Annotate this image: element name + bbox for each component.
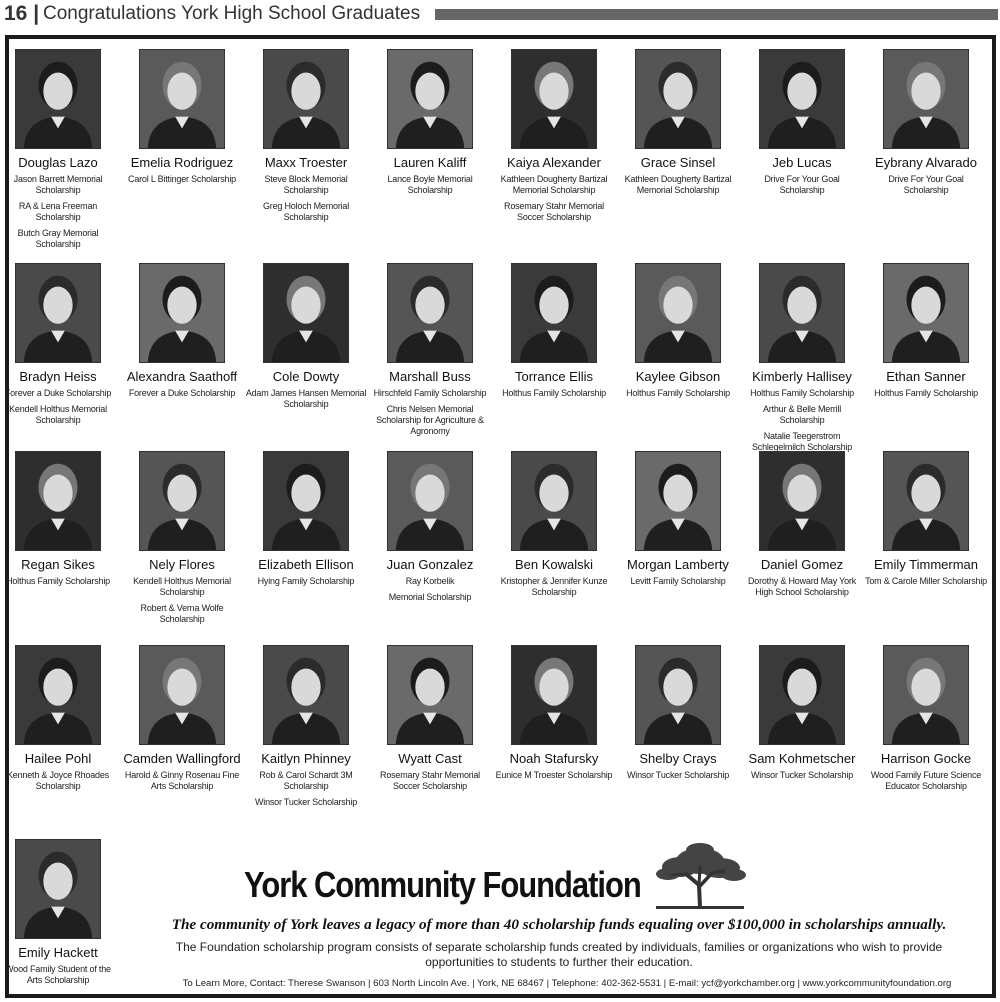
student-name: Maxx Troester: [264, 155, 348, 170]
student-photo: [635, 451, 721, 551]
scholarship-name: Kendell Holthus Memorial Scholarship: [9, 404, 107, 425]
page-header: [0, 0, 1000, 30]
student-name: Emelia Rodriguez: [130, 155, 234, 170]
scholarship-name: Rosemary Stahr Memorial Soccer Scholarship: [504, 201, 604, 222]
scholarship-name: Wood Family Student of the Arts Scholarship: [5, 964, 111, 985]
scholarship-name: Eunice M Troester Scholarship: [495, 770, 613, 780]
student-photo: [15, 839, 101, 939]
scholarship-name: Robert & Verna Wolfe Scholarship: [140, 603, 224, 624]
recipient-card: [0, 49, 119, 250]
scholarship-name: Kathleen Dougherty Bartizal Memorial Scholarship: [500, 174, 608, 195]
scholarship-name: RA & Lena Freeman Scholarship: [18, 201, 98, 222]
student-photo: [511, 263, 597, 363]
student-name: Bradyn Heiss: [19, 369, 97, 384]
recipient-card: [865, 645, 987, 792]
scholarship-name: Natalie Teegerstrom Schlegelmilch Scholarship: [751, 431, 853, 452]
student-name: Camden Wallingford: [123, 751, 241, 766]
student-photo: [263, 451, 349, 551]
scholarship-name: Carol L Bittinger Scholarship: [128, 174, 236, 184]
student-name: Kimberly Hallisey: [752, 369, 852, 384]
recipient-card: [121, 451, 243, 625]
student-photo: [511, 451, 597, 551]
scholarship-name: Steve Block Memorial Scholarship: [264, 174, 348, 195]
scholarship-name: Holthus Family Scholarship: [502, 388, 606, 398]
recipient-card: [741, 263, 863, 453]
scholarship-name: Chris Nelsen Memorial Scholarship for Agriculture & Agronomy: [376, 404, 484, 436]
student-name: Jeb Lucas: [772, 155, 832, 170]
scholarship-name: Winsor Tucker Scholarship: [626, 770, 730, 780]
student-name: Ethan Sanner: [886, 369, 966, 384]
student-photo: [511, 49, 597, 149]
scholarship-name: Harold & Ginny Rosenau Fine Arts Scholarship: [124, 770, 240, 791]
student-name: Elizabeth Ellison: [258, 557, 354, 572]
scholarship-name: Hirschfeld Family Scholarship: [373, 388, 487, 398]
student-name: Torrance Ellis: [514, 369, 594, 384]
scholarship-name: Holthus Family Scholarship: [6, 576, 110, 586]
student-photo: [387, 645, 473, 745]
recipient-card: [121, 49, 243, 185]
page-number: [4, 2, 39, 26]
recipient-card: [865, 263, 987, 399]
recipient-card: [121, 263, 243, 399]
foundation-tagline: The community of York leaves a legacy of more than 40 scholarship funds equaling over $100,000 in scholarships annually.: [171, 916, 947, 933]
student-name: Kaylee Gibson: [635, 369, 721, 384]
recipient-card: [493, 645, 615, 781]
scholarship-name: Tom & Carole Miller Scholarship: [865, 576, 987, 586]
contact-line: To Learn More, Contact: Therese Swanson | 603 North Lincoln Ave. | York, NE 68467 | Telephone: 402-362-5531 | E-mail: ycf@yorkchamber.org | www.yorkcommunityfoundation.org: [182, 978, 952, 989]
scholarship-name: Jason Barrett Memorial Scholarship: [13, 174, 103, 195]
student-name: Kaitlyn Phinney: [261, 751, 351, 766]
student-photo: [139, 49, 225, 149]
student-name: Noah Stafursky: [509, 751, 599, 766]
student-photo: [883, 451, 969, 551]
scholarship-name: Drive For Your Goal Scholarship: [888, 174, 964, 195]
scholarship-name: Hying Family Scholarship: [257, 576, 355, 586]
student-photo: [139, 451, 225, 551]
student-photo: [387, 49, 473, 149]
recipient-card: [617, 645, 739, 781]
student-name: Harrison Gocke: [880, 751, 972, 766]
student-photo: [635, 49, 721, 149]
recipient-card: [121, 645, 243, 792]
scholarship-name: Arthur & Belle Merrill Scholarship: [762, 404, 842, 425]
student-name: Nely Flores: [149, 557, 215, 572]
scholarship-name: Forever a Duke Scholarship: [128, 388, 236, 398]
student-name: Emily Hackett: [18, 945, 98, 960]
student-photo: [15, 645, 101, 745]
student-name: Kaiya Alexander: [507, 155, 601, 170]
student-name: Douglas Lazo: [18, 155, 98, 170]
student-name: Morgan Lamberty: [627, 557, 729, 572]
scholarship-name: Holthus Family Scholarship: [750, 388, 854, 398]
student-photo: [387, 263, 473, 363]
student-photo: [883, 49, 969, 149]
student-photo: [759, 263, 845, 363]
recipient-card: [245, 645, 367, 808]
student-photo: [635, 263, 721, 363]
student-photo: [263, 49, 349, 149]
scholarship-name: Kathleen Dougherty Bartizal Memorial Scholarship: [624, 174, 732, 195]
recipient-card: [865, 451, 987, 587]
recipient-card: [0, 451, 119, 587]
scholarship-name: Levitt Family Scholarship: [630, 576, 726, 586]
scholarship-ad-frame: [5, 35, 996, 998]
student-photo: [759, 49, 845, 149]
header-rule: [435, 9, 998, 20]
recipient-card: [741, 451, 863, 598]
recipient-card: [369, 263, 491, 437]
student-photo: [263, 263, 349, 363]
recipient-card: [0, 645, 119, 792]
scholarship-name: Rosemary Stahr Memorial Soccer Scholarship: [380, 770, 480, 791]
foundation-name: York Community Foundation: [244, 864, 641, 905]
scholarship-name: Rob & Carol Schardt 3M Scholarship: [259, 770, 353, 791]
student-name: Juan Gonzalez: [386, 557, 474, 572]
header-divider: |: [33, 2, 40, 25]
recipient-card: [617, 263, 739, 399]
recipient-card: [741, 49, 863, 196]
student-photo: [263, 645, 349, 745]
scholarship-name: Dorothy & Howard May York High School Scholarship: [747, 576, 857, 597]
recipient-card: [369, 451, 491, 603]
student-name: Grace Sinsel: [640, 155, 716, 170]
student-name: Eybrany Alvarado: [875, 155, 977, 170]
student-photo: [387, 451, 473, 551]
student-photo: [883, 645, 969, 745]
student-name: Emily Timmerman: [873, 557, 978, 572]
scholarship-name: Wood Family Future Science Educator Scholarship: [870, 770, 982, 791]
student-name: Daniel Gomez: [760, 557, 844, 572]
student-name: Shelby Crays: [639, 751, 717, 766]
student-photo: [15, 49, 101, 149]
recipient-card: [245, 263, 367, 410]
student-name: Regan Sikes: [21, 557, 95, 572]
scholarship-name: Kristopher & Jennifer Kunze Scholarship: [500, 576, 608, 597]
scholarship-name: Memorial Scholarship: [388, 592, 472, 602]
student-name: Lauren Kaliff: [393, 155, 467, 170]
student-photo: [511, 645, 597, 745]
student-photo: [759, 645, 845, 745]
student-name: Alexandra Saathoff: [126, 369, 238, 384]
scholarship-name: Holthus Family Scholarship: [874, 388, 978, 398]
scholarship-name: Butch Gray Memorial Scholarship: [17, 228, 99, 249]
scholarship-name: Holthus Family Scholarship: [626, 388, 730, 398]
tree-icon: [654, 841, 746, 911]
student-photo: [883, 263, 969, 363]
student-photo: [635, 645, 721, 745]
student-photo: [139, 645, 225, 745]
recipient-card: [741, 645, 863, 781]
recipient-card: [493, 263, 615, 399]
scholarship-name: Adam James Hansen Memorial Scholarship: [245, 388, 367, 409]
recipient-card: [369, 49, 491, 196]
student-photo: [15, 451, 101, 551]
scholarship-name: Kendell Holthus Memorial Scholarship: [133, 576, 231, 597]
scholarship-name: Winsor Tucker Scholarship: [750, 770, 854, 780]
student-name: Sam Kohmetscher: [748, 751, 856, 766]
scholarship-name: Ray Korbelik: [405, 576, 455, 586]
foundation-description: The Foundation scholarship program consists of separate scholarship funds created by individuals, families or organizations who wish to provide opportunities to students to further their education.: [175, 940, 943, 969]
recipient-card: [865, 49, 987, 196]
scholarship-name: Forever a Duke Scholarship: [4, 388, 112, 398]
student-photo: [15, 263, 101, 363]
student-name: Ben Kowalski: [514, 557, 594, 572]
recipient-card: [245, 451, 367, 587]
scholarship-name: Lance Boyle Memorial Scholarship: [387, 174, 473, 195]
page-number-value: 16: [4, 2, 28, 25]
recipient-card: [493, 451, 615, 598]
page-title: Congratulations York High School Graduates: [43, 3, 421, 24]
scholarship-name: Winsor Tucker Scholarship: [254, 797, 358, 807]
student-name: Marshall Buss: [389, 369, 471, 384]
scholarship-name: Kenneth & Joyce Rhoades Scholarship: [7, 770, 109, 791]
recipient-card: [0, 839, 119, 986]
scholarship-name: Greg Holoch Memorial Scholarship: [262, 201, 350, 222]
recipient-card: [245, 49, 367, 223]
recipient-card: [0, 263, 119, 426]
recipient-card: [493, 49, 615, 223]
student-photo: [759, 451, 845, 551]
student-name: Hailee Pohl: [24, 751, 92, 766]
recipient-card: [369, 645, 491, 792]
student-name: Cole Dowty: [272, 369, 340, 384]
recipient-card: [617, 451, 739, 587]
scholarship-name: Drive For Your Goal Scholarship: [764, 174, 840, 195]
student-photo: [139, 263, 225, 363]
recipient-card: [617, 49, 739, 196]
student-name: Wyatt Cast: [398, 751, 462, 766]
